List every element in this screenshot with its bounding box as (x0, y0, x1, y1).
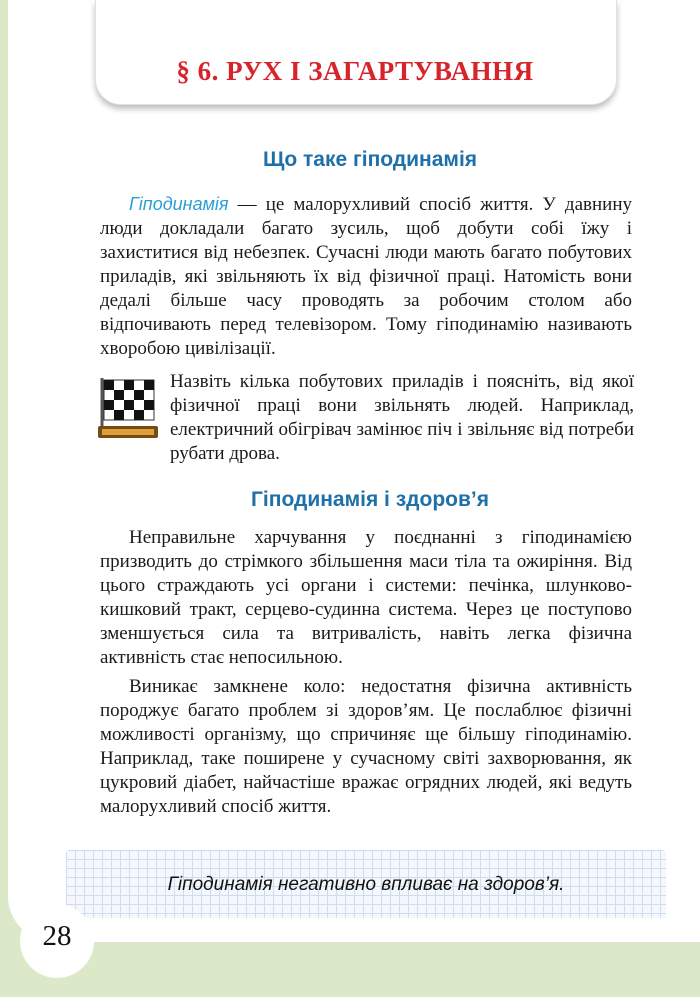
heading-what-is-hypodynamia: Що таке гіподинамія (262, 148, 478, 171)
definition-text: — це малорухливий спосіб життя. У давнину люди докладали багато зусиль, щоб добути собі їжу і захиститися від небезпек. Сучасні люди мають багато побутових приладів, які звільняють їх від фізичної праці. Натомість вони дедалі більше часу проводять за робочим столом або відпочивають перед телевізором. Тому гіподинамію називають хворобою цивілізації. (100, 194, 632, 359)
heading-hypodynamia-and-health: Гіподинамія і здоров’я (251, 488, 489, 511)
paragraph-definition (100, 192, 632, 361)
paragraph-health-1: Неправильне харчування у поєднанні з гіподинамією призводить до стрімкого збільшення маси тіла та ожиріння. Від цього страждають усі органи і системи: печінка, шлунково-кишковий тракт, серцево-судинна система. Через це поступово зменшується сила та витривалість, навіть легка фізична активність стає непосильною. (100, 527, 632, 668)
paragraph-health-2: Виникає замкнене коло: недостатня фізична активність породжує багато проблем зі здоров’ям. Це послаблює фізичні можливості організму, що спричиняє ще більшу гіподинамію. Наприклад, таке поширене у сучасному світі захворювання, як цукровий діабет, найчастіше вражає огрядних людей, які ведуть малорухливий спосіб життя. (100, 676, 632, 817)
title-box (95, 0, 617, 105)
task-text: Назвіть кілька побутових приладів і поясніть, від якої фізичної праці вони звільнять людей. Наприклад, електричний обігрівач замінює піч і звільняє від потреби рубати дрова. (170, 371, 634, 464)
section-title: § 6. РУХ І ЗАГАРТУВАННЯ (176, 56, 534, 86)
checkered-flag-icon (96, 374, 160, 444)
page-number: 28 (42, 920, 72, 952)
note-text: Гіподинамія негативно впливає на здоров’я. (167, 874, 565, 895)
term-hypodynamia: Гіподинамія (129, 194, 229, 214)
